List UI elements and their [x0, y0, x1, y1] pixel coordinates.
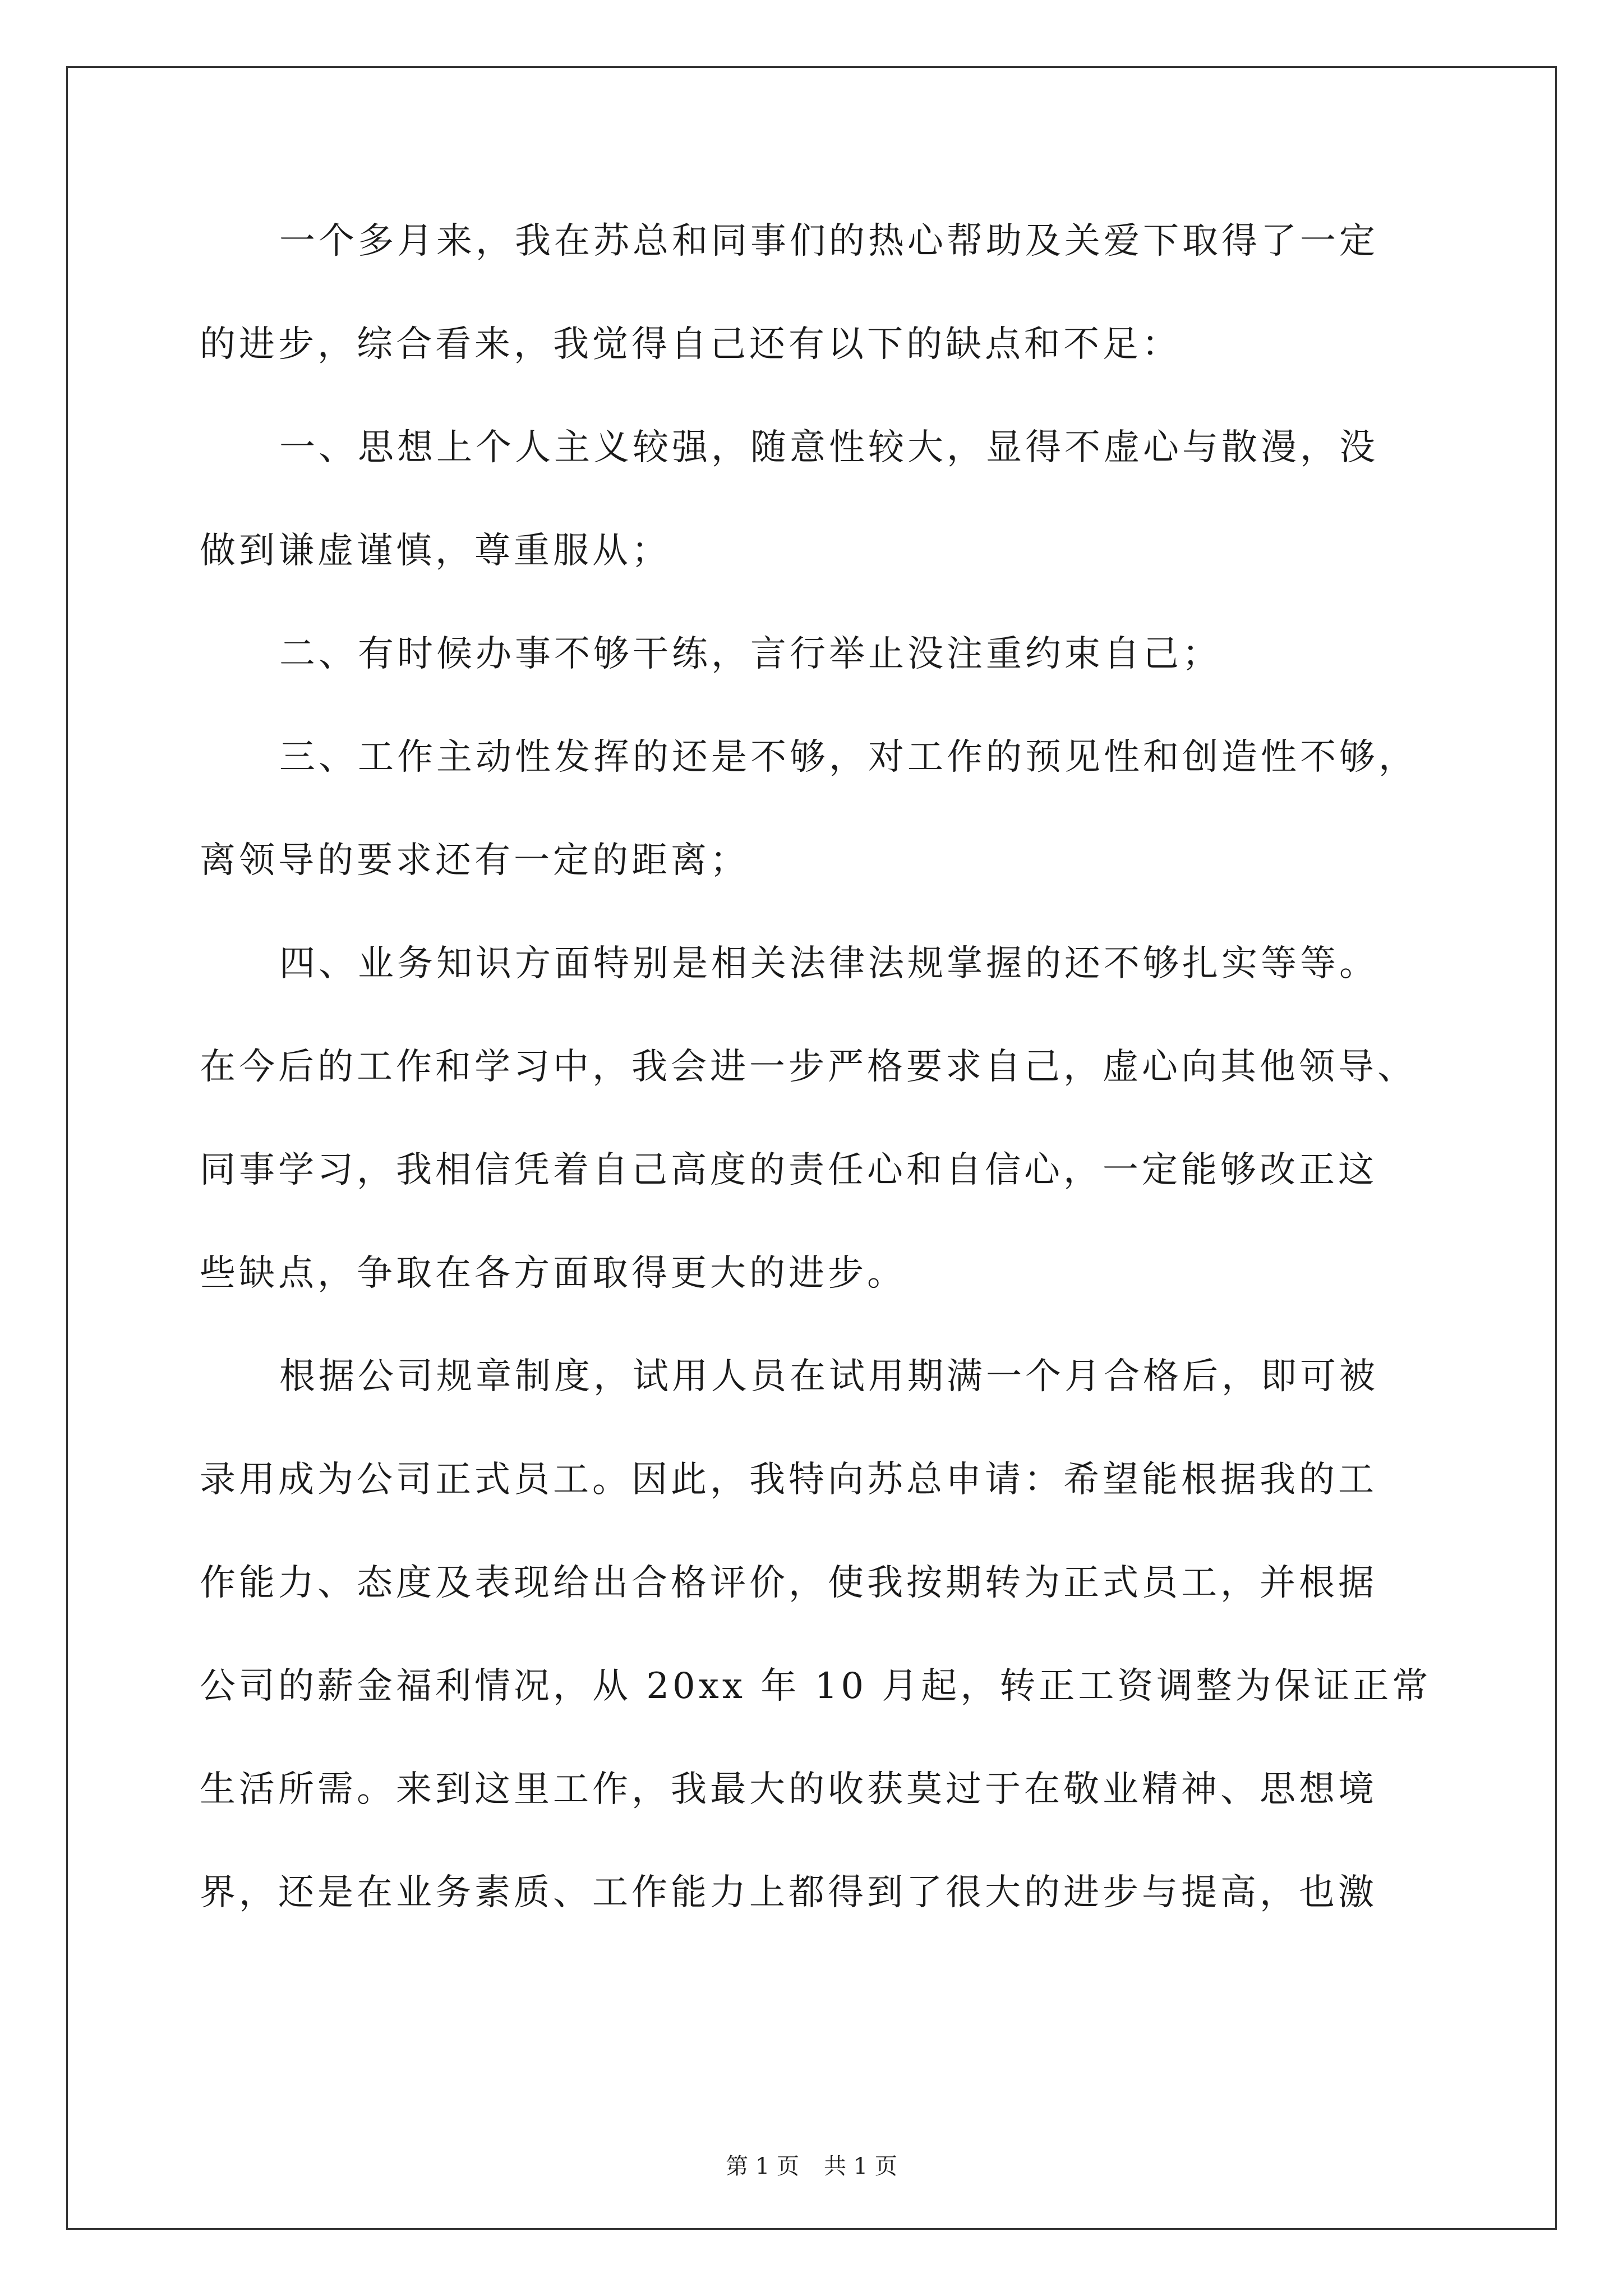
- paragraph-line: 公司的薪金福利情况，从 20xx 年 10 月起，转正工资调整为保证正常: [200, 1665, 1432, 1707]
- paragraph-line: 三、工作主动性发挥的还是不够，对工作的预见性和创造性不够，: [279, 737, 1418, 778]
- paragraph-line: 在今后的工作和学习中，我会进一步严格要求自己，虚心向其他领导、: [200, 1046, 1417, 1088]
- paragraph-line: 录用成为公司正式员工。因此，我特向苏总申请：希望能根据我的工: [200, 1459, 1377, 1501]
- paragraph-line: 作能力、态度及表现给出合格评价，使我按期转为正式员工，并根据: [200, 1562, 1377, 1604]
- page-number: 第 1 页: [726, 2154, 799, 2179]
- paragraph-line: 二、有时候办事不够干练，言行举止没注重约束自己；: [279, 633, 1221, 675]
- paragraph-line: 一个多月来，我在苏总和同事们的热心帮助及关爱下取得了一定: [279, 220, 1378, 262]
- paragraph-line: 根据公司规章制度，试用人员在试用期满一个月合格后，即可被: [279, 1356, 1378, 1397]
- page-footer: [0, 2148, 1623, 2180]
- paragraph-line: 一、思想上个人主义较强，随意性较大，显得不虚心与散漫，没: [279, 427, 1378, 468]
- paragraph-line: 的进步，综合看来，我觉得自己还有以下的缺点和不足：: [200, 324, 1181, 365]
- document-body: [200, 210, 1433, 1965]
- paragraph-line: 界，还是在业务素质、工作能力上都得到了很大的进步与提高，也激: [200, 1872, 1377, 1913]
- paragraph-line: 四、业务知识方面特别是相关法律法规掌握的还不够扎实等等。: [279, 943, 1378, 984]
- paragraph-line: 同事学习，我相信凭着自己高度的责任心和自信心，一定能够改正这: [200, 1149, 1377, 1191]
- paragraph-line: 生活所需。来到这里工作，我最大的收获莫过于在敬业精神、思想境: [200, 1769, 1377, 1810]
- page-total: 共 1 页: [824, 2154, 897, 2179]
- paragraph-line: 做到谦虚谨慎，尊重服从；: [200, 530, 671, 572]
- paragraph-line: 离领导的要求还有一定的距离；: [200, 840, 749, 881]
- paragraph-line: 些缺点，争取在各方面取得更大的进步。: [200, 1253, 906, 1294]
